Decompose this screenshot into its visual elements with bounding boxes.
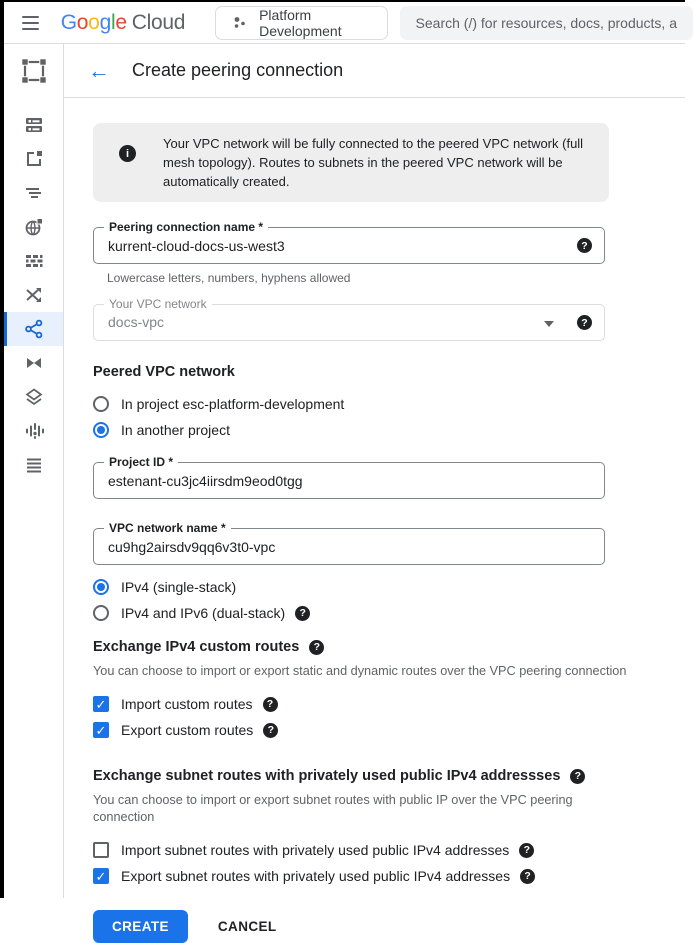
- hamburger-menu-icon[interactable]: [22, 16, 39, 30]
- google-cloud-logo[interactable]: [61, 11, 185, 35]
- checkbox-export-subnet-routes[interactable]: [93, 864, 685, 888]
- peering-name-helper: Lowercase letters, numbers, hyphens allowed: [107, 271, 351, 285]
- radio-label: In project esc-platform-development: [121, 396, 345, 412]
- peered-vpc-heading: Peered VPC network: [93, 364, 235, 380]
- project-selector-button[interactable]: [215, 6, 387, 40]
- radio-icon-selected[interactable]: [93, 579, 109, 595]
- network-list-icon: [24, 455, 44, 475]
- logo-letter: o: [76, 10, 89, 34]
- checkbox-icon-unchecked[interactable]: [93, 842, 109, 858]
- peering-name-label: Peering connection name *: [104, 220, 268, 234]
- sidebar-item-vpc-networks[interactable]: [4, 108, 63, 142]
- info-banner: [93, 123, 609, 202]
- sidebar-item-packet-mirroring[interactable]: [4, 414, 63, 448]
- search-placeholder: Search (/) for resources, docs, products, a: [415, 14, 677, 31]
- sidebar-item-route-exchange[interactable]: [4, 278, 63, 312]
- sidebar-item-routes[interactable]: [4, 244, 63, 278]
- radio-ipv4-single-stack[interactable]: [93, 575, 685, 599]
- help-icon[interactable]: [577, 238, 592, 253]
- top-bar: [4, 2, 685, 44]
- radio-label: IPv4 (single-stack): [121, 579, 237, 595]
- help-icon[interactable]: [263, 723, 278, 738]
- project-selector-label: Platform Development: [259, 6, 342, 39]
- search-input[interactable]: [400, 6, 693, 40]
- help-icon[interactable]: [520, 869, 535, 884]
- help-icon[interactable]: [570, 769, 585, 784]
- subnet-routes-heading: Exchange subnet routes with privately used public IPv4 addressses ?: [93, 768, 685, 784]
- sidebar-item-vpc-network-peering[interactable]: [4, 312, 63, 346]
- project-icon: [232, 15, 248, 31]
- page-title: Create peering connection: [132, 60, 344, 80]
- peered-project-radio-group: [93, 392, 685, 442]
- radio-icon[interactable]: [93, 605, 109, 621]
- dns-icon: [24, 115, 44, 135]
- your-vpc-network-value: docs-vpc: [108, 314, 165, 330]
- radio-label: IPv4 and IPv6 (dual-stack): [121, 605, 286, 621]
- checkbox-label: Export subnet routes with privately used public IPv4 addresses: [121, 868, 511, 884]
- help-icon[interactable]: [263, 697, 278, 712]
- your-vpc-network-label: Your VPC network: [104, 297, 212, 311]
- window-edge-top: [0, 0, 685, 2]
- custom-routes-description: You can choose to import or export static and dynamic routes over the VPC peering connection: [93, 664, 627, 678]
- checkbox-label: Import custom routes: [121, 696, 253, 712]
- main-content: [64, 99, 685, 934]
- radio-in-another-project[interactable]: [93, 418, 685, 442]
- cancel-button[interactable]: CANCEL: [217, 919, 277, 934]
- sidebar-item-firewall[interactable]: [4, 210, 63, 244]
- vpc-network-name-field[interactable]: [93, 521, 605, 565]
- checkbox-import-subnet-routes[interactable]: [93, 838, 685, 862]
- logo-letter: e: [115, 10, 127, 34]
- vpn-icon: [24, 353, 44, 373]
- help-icon[interactable]: [295, 606, 310, 621]
- checkbox-icon-checked[interactable]: [93, 722, 109, 738]
- page-header: [64, 44, 685, 98]
- checkbox-label: Import subnet routes with privately used public IPv4 addresses: [121, 842, 510, 858]
- subnet-routes-description: You can choose to import or export subnet routes with public IP over the VPC peering connection: [93, 793, 573, 824]
- firewall-bricks-icon: [24, 251, 44, 271]
- checkbox-import-custom-routes[interactable]: [93, 692, 685, 716]
- sidebar-item-vpn[interactable]: [4, 346, 63, 380]
- form-actions: [93, 910, 685, 943]
- help-icon[interactable]: [577, 315, 592, 330]
- radio-icon[interactable]: [93, 396, 109, 412]
- logo-cloud-text: Cloud: [131, 10, 186, 34]
- checkbox-label: Export custom routes: [121, 722, 254, 738]
- sidebar-item-byoip[interactable]: [4, 176, 63, 210]
- your-vpc-network-select[interactable]: [93, 297, 605, 341]
- sidebar-item-network-list[interactable]: [4, 448, 63, 482]
- logo-letter: o: [88, 10, 100, 34]
- logo-letter: g: [99, 10, 111, 34]
- ip-addresses-icon: [24, 149, 44, 169]
- window-edge-left: [0, 0, 4, 898]
- radio-ipv4-ipv6-dual-stack[interactable]: [93, 601, 685, 625]
- sidebar-item-shared-vpc[interactable]: [4, 380, 63, 414]
- peering-name-field[interactable]: [93, 220, 605, 264]
- left-nav-rail: [4, 44, 64, 898]
- vpc-network-name-label: VPC network name *: [104, 521, 231, 535]
- create-button[interactable]: CREATE: [93, 910, 188, 943]
- custom-routes-checkbox-group: [93, 692, 685, 742]
- checkbox-export-custom-routes[interactable]: [93, 718, 685, 742]
- radio-in-project[interactable]: [93, 392, 685, 416]
- help-icon[interactable]: [309, 640, 324, 655]
- ip-stack-radio-group: [93, 575, 685, 625]
- custom-routes-heading: Exchange IPv4 custom routes ?: [93, 639, 685, 655]
- logo-letter: G: [60, 10, 77, 34]
- sidebar-item-ip-addresses[interactable]: [4, 142, 63, 176]
- radio-label: In another project: [121, 422, 230, 438]
- sidebar-nav: [4, 98, 63, 482]
- routes-shuffle-icon: [24, 285, 44, 305]
- vpc-peering-icon: [24, 319, 44, 339]
- packet-mirroring-icon: [24, 421, 44, 441]
- project-id-label: Project ID *: [104, 455, 178, 469]
- shared-vpc-icon: [24, 387, 44, 407]
- project-id-field[interactable]: [93, 455, 605, 499]
- info-banner-text: Your VPC network will be fully connected to the peered VPC network (full mesh topology). Routes to subnets in the peered VPC network will be automatically created.: [163, 136, 584, 189]
- firewall-globe-icon: [24, 217, 44, 237]
- checkbox-icon-checked[interactable]: [93, 868, 109, 884]
- logo-letter: l: [110, 10, 116, 34]
- vpc-network-product-icon[interactable]: [4, 44, 63, 98]
- checkbox-icon-checked[interactable]: [93, 696, 109, 712]
- radio-icon-selected[interactable]: [93, 422, 109, 438]
- chevron-down-icon[interactable]: [544, 321, 554, 327]
- byoip-icon: [24, 183, 44, 203]
- help-icon[interactable]: [519, 843, 534, 858]
- subnet-routes-checkbox-group: [93, 838, 685, 888]
- back-arrow-icon[interactable]: ←: [88, 57, 110, 83]
- info-icon: [119, 145, 136, 162]
